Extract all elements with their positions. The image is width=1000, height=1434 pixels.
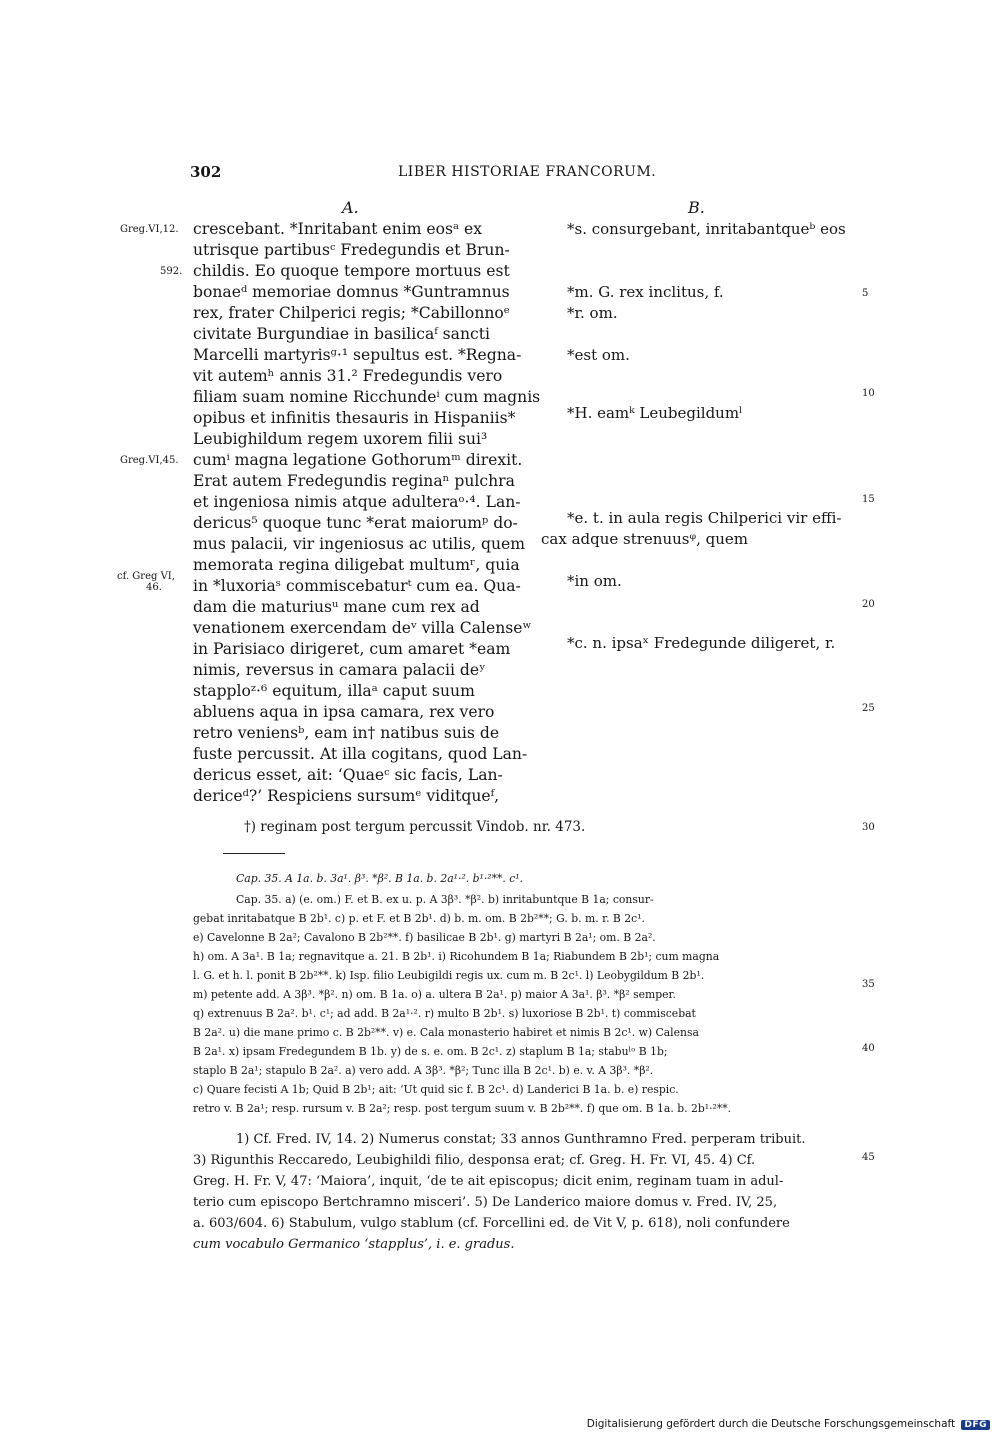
line-number: 45 [862, 1152, 875, 1163]
text-a-line: retro veniensᵇ, eam in† natibus suis de [193, 724, 500, 742]
text-a-line: utrisque partibusᶜ Fredegundis et Brun- [193, 241, 510, 259]
apparatus-line: B 2a¹. x) ipsam Fredegundem B 1b. y) de s. e. om. B 2c¹. z) staplum B 1a; stabuˡᵒ B 1b; [193, 1045, 668, 1058]
line-number: 30 [862, 822, 875, 833]
running-title: LIBER HISTORIAE FRANCORUM. [398, 164, 657, 180]
line-number: 15 [862, 494, 875, 505]
dfg-logo: DFG [961, 1420, 990, 1430]
apparatus-line: l. G. et h. l. ponit B 2b²**. k) Isp. filio Leubigildi regis ux. cum m. B 2c¹. l) Leobygildum B 2b¹. [193, 969, 705, 982]
text-a-line: venationem exercendam deᵛ villa Calenseʷ [193, 619, 532, 637]
line-number: 35 [862, 979, 875, 990]
text-a-line: dericus esset, ait: ‘Quaeᶜ sic facis, Lan- [193, 766, 503, 784]
text-a-line: crescebant. *Inritabant enim eosᵃ ex [193, 220, 483, 238]
text-a-line: fuste percussit. At illa cogitans, quod Lan- [193, 745, 528, 763]
apparatus-line: m) petente add. A 3β³. *β². n) om. B 1a. o) a. ultera B 2a¹. p) maior A 3a¹. β³. *β² semper. [193, 988, 676, 1001]
text-a-line: in Parisiaco dirigeret, cum amaret *eam [193, 640, 511, 658]
line-number: 10 [862, 388, 875, 399]
text-a-line: nimis, reversus in camara palacii deʸ [193, 661, 486, 679]
text-a-line: dam die maturiusᵘ mane cum rex ad [193, 598, 480, 616]
apparatus-line: B 2a². u) die mane primo c. B 2b²**. v) e. Cala monasterio habiret et nimis B 2c¹. w) Calensa [193, 1026, 699, 1039]
text-a-line: abluens aqua in ipsa camara, rex vero [193, 703, 495, 721]
text-b-line: *H. eamᵏ Leubegildumˡ [567, 404, 743, 422]
text-a-line: mus palacii, vir ingeniosus ac utilis, quem [193, 535, 526, 553]
text-b-line: *r. om. [567, 304, 618, 322]
margin-note: cf. Greg VI, [117, 571, 175, 582]
text-a-line: dericus⁵ quoque tunc *erat maiorumᵖ do- [193, 514, 518, 532]
line-number: 5 [862, 288, 869, 299]
column-heading-b: B. [688, 198, 705, 217]
apparatus-line: q) extrenuus B 2a². b¹. c¹; ad add. B 2a¹·². r) multo B 2b¹. s) luxoriose B 2b¹. t) commiscebat [193, 1007, 696, 1020]
text-a-line: dericeᵈ?’ Respiciens sursumᵉ viditqueᶠ, [193, 787, 500, 805]
page-number: 302 [190, 163, 222, 181]
note-line: 3) Rigunthis Reccaredo, Leubighildi filio, desponsa erat; cf. Greg. H. Fr. VI, 45. 4) Cf. [193, 1153, 756, 1168]
text-a-line: stapploᶻ·⁶ equitum, illaᵃ caput suum [193, 682, 475, 700]
text-b-line: *est om. [567, 346, 630, 364]
margin-note: Greg.VI,45. [120, 455, 179, 466]
text-a-line: et ingeniosa nimis atque adulteraᵒ·⁴. Lan- [193, 493, 521, 511]
text-a-line: vit autemʰ annis 31.² Fredegundis vero [193, 367, 503, 385]
text-b-line: *m. G. rex inclitus, f. [567, 283, 724, 301]
dagger-footnote: †) reginam post tergum percussit Vindob. nr. 473. [244, 819, 586, 835]
line-number: 25 [862, 703, 875, 714]
text-b-line: cax adque strenuusᵠ, quem [541, 530, 748, 548]
text-b-line: *c. n. ipsaˣ Fredegunde diligeret, r. [567, 634, 836, 652]
apparatus-line: c) Quare fecisti A 1b; Quid B 2b¹; ait: ‘Ut quid sic f. B 2c¹. d) Landerici B 1a. b. e) respic. [193, 1083, 679, 1096]
credit-text: Digitalisierung gefördert durch die Deutsche Forschungsgemeinschaft [586, 1418, 956, 1430]
text-a-line: opibus et infinitis thesauris in Hispaniis* [193, 409, 516, 427]
note-line: 1) Cf. Fred. IV, 14. 2) Numerus constat; 33 annos Gunthramno Fred. perperam tribuit. [236, 1132, 806, 1147]
text-a-line: Erat autem Fredegundis reginaⁿ pulchra [193, 472, 515, 490]
note-line: cum vocabulo Germanico ‘stapplus’, i. e. gradus. [193, 1237, 515, 1252]
text-a-line: cumⁱ magna legatione Gothorumᵐ direxit. [193, 451, 523, 469]
text-a-line: Leubighildum regem uxorem filii sui³ [193, 430, 488, 448]
apparatus-line: e) Cavelonne B 2a²; Cavalono B 2b²**. f) basilicae B 2b¹. g) martyri B 2a¹; om. B 2a². [193, 931, 656, 944]
margin-note: 592. [160, 266, 183, 277]
apparatus-line: Cap. 35. a) (e. om.) F. et B. ex u. p. A 3β³. *β². b) inritabuntque B 1a; consur- [236, 893, 654, 906]
text-a-line: rex, frater Chilperici regis; *Cabillonnoᵉ [193, 304, 510, 322]
text-a-line: childis. Eo quoque tempore mortuus est [193, 262, 510, 280]
margin-note: 46. [146, 582, 162, 593]
note-line: a. 603/604. 6) Stabulum, vulgo stablum (cf. Forcellini ed. de Vit V, p. 618), noli confundere [193, 1216, 790, 1231]
text-a-line: bonaeᵈ memoriae domnus *Guntramnus [193, 283, 510, 301]
text-a-line: civitate Burgundiae in basilicaᶠ sancti [193, 325, 491, 343]
text-a-line: filiam suam nomine Ricchundeⁱ cum magnis [193, 388, 541, 406]
line-number: 20 [862, 599, 875, 610]
text-b-line: *e. t. in aula regis Chilperici vir effi- [567, 509, 842, 527]
margin-note: Greg.VI,12. [120, 224, 179, 235]
apparatus-line: h) om. A 3a¹. B 1a; regnavitque a. 21. B 2b¹. i) Ricohundem B 1a; Riabundem B 2b¹; cum magna [193, 950, 720, 963]
text-b-line: *s. consurgebant, inritabantqueᵇ eos [567, 220, 846, 238]
note-line: terio cum episcopo Bertchramno misceri’. 5) De Landerico maiore domus v. Fred. IV, 25, [193, 1195, 778, 1210]
text-b-line: *in om. [567, 572, 622, 590]
text-a-line: in *luxoriaˢ commiscebaturᵗ cum ea. Qua- [193, 577, 521, 595]
apparatus-line: staplo B 2a¹; stapulo B 2a². a) vero add. A 3β³. *β²; Tunc illa B 2c¹. b) e. v. A 3β³. *β². [193, 1064, 654, 1077]
apparatus-line: gebat inritabatque B 2b¹. c) p. et F. et B 2b¹. d) b. m. om. B 2b²**; G. b. m. r. B 2c¹. [193, 912, 645, 925]
note-line: Greg. H. Fr. V, 47: ‘Maiora’, inquit, ‘de te ait episcopus; dicit enim, reginam tuam in adul- [193, 1174, 784, 1189]
apparatus-line: retro v. B 2a¹; resp. rursum v. B 2a²; resp. post tergum suum v. B 2b²**. f) que om. B 1a. b. 2b¹·²**. [193, 1102, 732, 1115]
apparatus-line: Cap. 35. A 1a. b. 3a¹. β³. *β². B 1a. b. 2a¹·². b¹·²**. c¹. [236, 872, 524, 885]
footnote-divider [223, 853, 285, 854]
line-number: 40 [862, 1043, 875, 1054]
column-heading-a: A. [342, 198, 359, 217]
digitization-credit [587, 1418, 990, 1430]
text-a-line: Marcelli martyrisᵍ·¹ sepultus est. *Regna- [193, 346, 522, 364]
text-a-line: memorata regina diligebat multumʳ, quia [193, 556, 520, 574]
